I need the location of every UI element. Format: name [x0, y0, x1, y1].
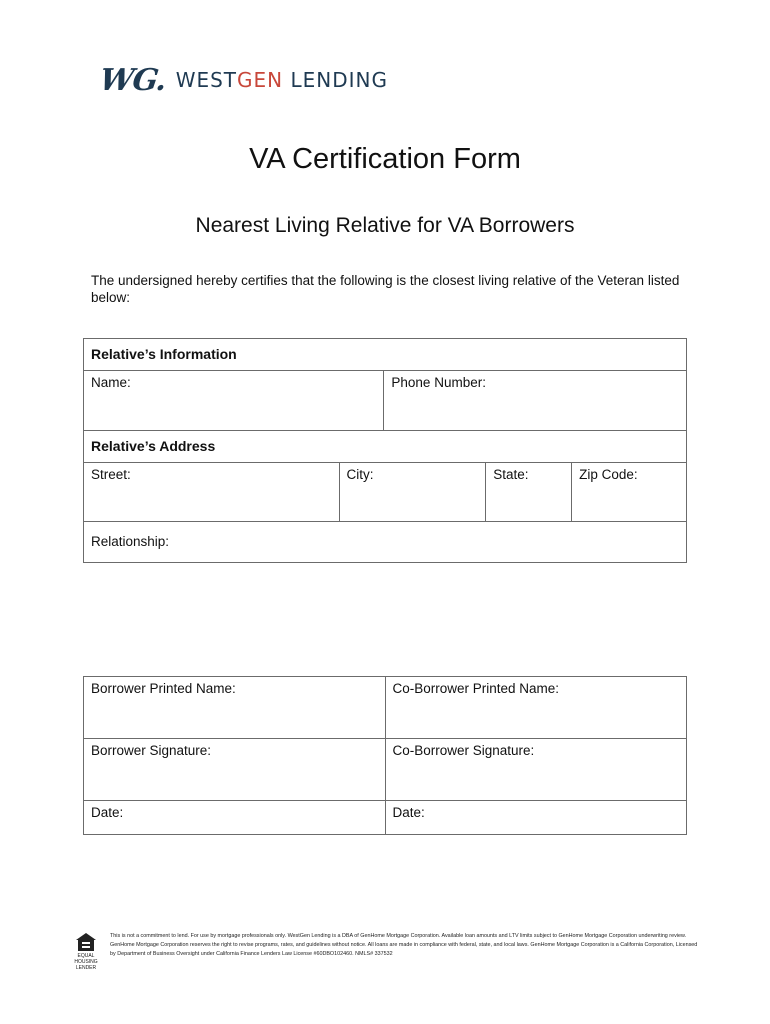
coborrower-signature-label: Co-Borrower Signature:	[392, 743, 535, 758]
logo-monogram: WG.	[97, 62, 169, 98]
equal-housing-icon	[75, 932, 97, 952]
relative-phone-label: Phone Number:	[391, 375, 486, 390]
relationship-field[interactable]	[84, 522, 687, 563]
page-title: VA Certification Form	[249, 143, 521, 175]
borrower-signature-field[interactable]	[84, 739, 386, 801]
street-label: Street:	[91, 467, 131, 482]
logo-wordmark	[176, 68, 388, 92]
company-logo	[97, 60, 388, 100]
borrower-signature-label: Borrower Signature:	[91, 743, 212, 758]
coborrower-signature-field[interactable]	[385, 739, 687, 801]
equal-housing-lender-logo	[72, 932, 100, 971]
coborrower-printed-name-field[interactable]	[385, 677, 687, 739]
logo-word-west: WEST	[175, 68, 238, 92]
relationship-label: Relationship:	[91, 534, 170, 549]
borrower-date-field[interactable]	[84, 801, 386, 835]
footer	[72, 932, 702, 971]
signature-table	[83, 676, 687, 835]
coborrower-printed-name-label: Co-Borrower Printed Name:	[392, 681, 560, 696]
relative-name-field[interactable]	[84, 371, 384, 431]
relative-phone-field[interactable]	[384, 371, 687, 431]
state-label: State:	[493, 467, 529, 482]
legal-disclaimer: This is not a commitment to lend. For use by mortgage professionals only. WestGen Lending is a DBA of GenHome Mortgage Corporation. Available loan amounts and LTV limits subject to GenHome Mortgage Corporation underwriting review. GenHome Mortgage Corporation reserves the right to revise programs, rates, and guidelines without notice. All loans are made in compliance with federal, state, and local laws. GenHome Mortgage Corporation is a California Corporation, Licensed by Department of Business Oversight under California Finance Lenders Law License #60DBO102460. NMLS# 337532	[110, 933, 698, 957]
page-subtitle: Nearest Living Relative for VA Borrowers	[195, 214, 575, 237]
borrower-date-label: Date:	[91, 805, 124, 820]
zip-field[interactable]	[572, 463, 687, 522]
borrower-printed-name-field[interactable]	[84, 677, 386, 739]
intro-paragraph: The undersigned hereby certifies that the following is the closest living relative of the Veteran listed below:	[91, 273, 680, 305]
borrower-printed-name-label: Borrower Printed Name:	[91, 681, 236, 696]
city-label: City:	[346, 467, 374, 482]
coborrower-date-field[interactable]	[385, 801, 687, 835]
relative-info-table	[83, 338, 687, 563]
coborrower-date-label: Date:	[392, 805, 425, 820]
state-field[interactable]	[486, 463, 572, 522]
logo-word-lending: LENDING	[283, 68, 388, 92]
relative-info-heading: Relative’s Information	[84, 339, 687, 371]
city-field[interactable]	[339, 463, 486, 522]
logo-word-gen: GEN	[237, 68, 284, 92]
street-field[interactable]	[84, 463, 340, 522]
relative-address-heading: Relative’s Address	[84, 431, 687, 463]
relative-name-label: Name:	[91, 375, 131, 390]
equal-housing-text: EQUAL HOUSING LENDER	[74, 953, 98, 971]
zip-label: Zip Code:	[579, 467, 638, 482]
